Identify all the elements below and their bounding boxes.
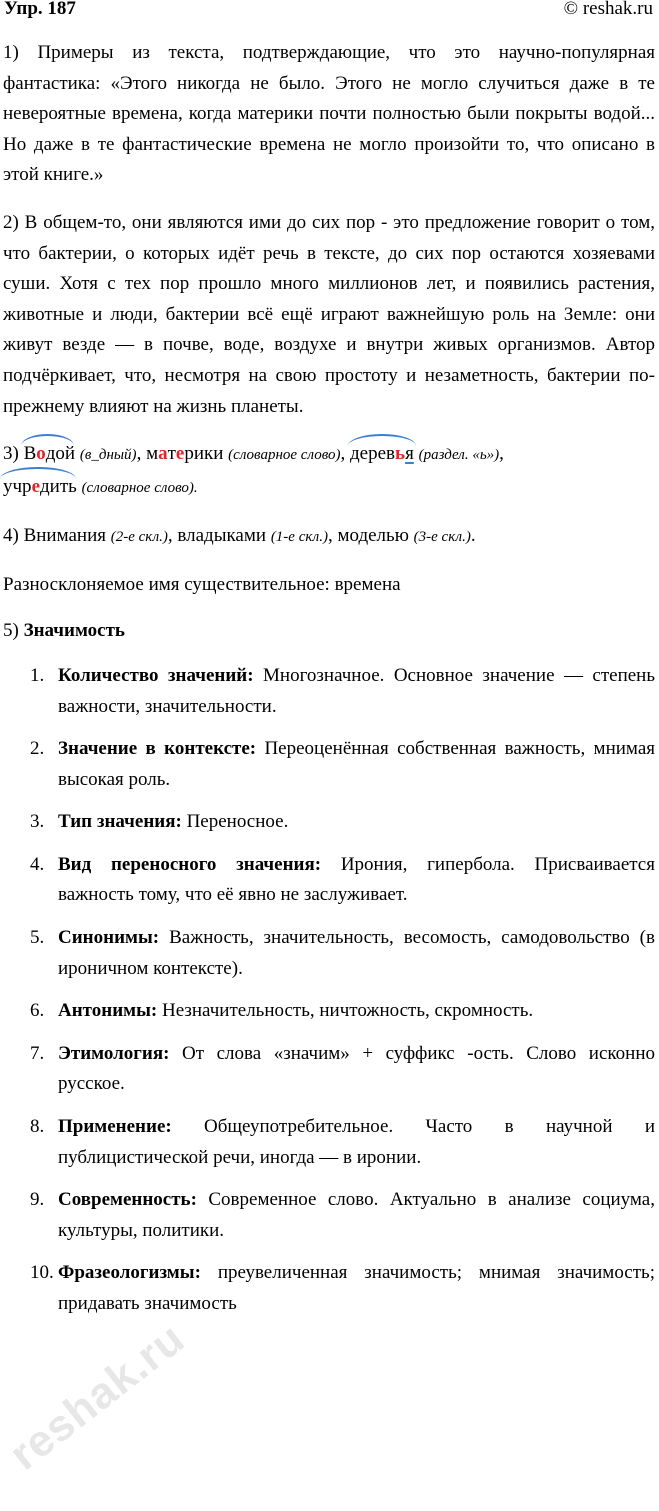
heteroclitic-noun-line: Разносклоняемое имя существительное: времена xyxy=(3,573,401,595)
exercise-number: Упр. 187 xyxy=(4,0,76,19)
list-item-label: Тип значения: xyxy=(58,811,182,833)
answer-4-note-1: (2-е скл.) xyxy=(110,529,168,546)
site-credit: © reshak.ru xyxy=(563,0,653,19)
list-item-text: Важность, значительность, весомость, самодовольство (в ироничном контексте). xyxy=(58,927,655,979)
list-item-text: Переоценённая собственная важность, мнимая высокая роль. xyxy=(58,738,655,790)
word-derevya-part-1: дерев xyxy=(350,443,396,465)
word-vodoy-vowel: о xyxy=(36,443,46,465)
word-vodoy-part-2: дой xyxy=(45,443,76,465)
list-item-label: Вид переносного значения: xyxy=(58,853,322,875)
list-item-text: Переносное. xyxy=(181,811,289,833)
list-item-text: преувеличенная значимость; мнимая значимость; придавать значимость xyxy=(58,1262,655,1314)
page-header xyxy=(3,0,655,28)
answer-2: 2) В общем-то, они являются ими до сих пор - это предложение говорит о том, что бактерии, о которых идёт речь в тексте, до сих пор остаются хозяевами суши. Хотя с тех пор прошло много миллионов лет, и появились растения, животные и люди, бактерии всё ещё играют важнейшую роль на Земле: они живут везде — в почве, воде, воздухе и внутри живых организмов. Автор подчёркивает, что, несмотря на свою простоту и незаметность, бактерии по-прежнему влияют на жизнь планеты. xyxy=(3,211,655,417)
list-item xyxy=(3,1112,655,1173)
list-item-number: 5. xyxy=(30,927,45,949)
list-item xyxy=(3,1039,655,1100)
word-analysis-list xyxy=(3,661,655,1320)
word-materiki-part-1: м xyxy=(146,443,159,465)
list-item xyxy=(3,996,655,1027)
word-materiki-part-2: т xyxy=(167,443,176,465)
list-item-label: Современность: xyxy=(58,1189,197,1211)
answer-4-word-2: , владыками xyxy=(167,525,267,547)
word-uchredit-part-1: учр xyxy=(3,476,32,498)
note-4: (словарное слово). xyxy=(81,480,198,497)
answer-4-note-2: (1-е скл.) xyxy=(270,529,328,546)
list-item-label: Значение в контексте: xyxy=(58,738,257,760)
list-item xyxy=(3,923,655,984)
list-item-label: Фразеологизмы: xyxy=(58,1262,201,1284)
list-item-number: 6. xyxy=(30,1000,45,1022)
list-item-label: Количество значений: xyxy=(58,664,254,686)
word-materiki-vowel-1: а xyxy=(158,443,168,465)
word-derevya-soft-sign: ь xyxy=(395,443,406,465)
answer-4-end: . xyxy=(470,525,476,547)
list-item-number: 10. xyxy=(30,1262,54,1284)
answer-4 xyxy=(3,521,655,553)
word-derevya-ending: я xyxy=(405,443,414,465)
list-item xyxy=(3,734,655,795)
list-item-label: Синонимы: xyxy=(58,927,160,949)
list-item xyxy=(3,661,655,722)
list-item-text: Многозначное. Основное значение — степень важности, значительности. xyxy=(58,664,656,717)
list-item-text: От слова «значим» + суффикс -ость. Слово исконно русское. xyxy=(58,1042,655,1095)
list-item-number: 4. xyxy=(30,853,45,875)
list-item-label: Антонимы: xyxy=(58,1000,158,1022)
watermark: reshak.ru xyxy=(0,1313,194,1480)
answer-5-heading xyxy=(3,616,655,647)
list-item-text: Ирония, гипербола. Присваивается важность тому, что её явно не заслуживает. xyxy=(58,853,655,906)
answer-1: 1) Примеры из текста, подтверждающие, что это научно-популярная фантастика: «Этого никогда не было. Этого не могло случиться даже в те невероятные времена, когда материки почти полностью были покрыты водой... Но даже в те фантастические времена не могло произойти то, что описано в этой книге.» xyxy=(3,42,655,186)
list-item xyxy=(3,850,655,911)
list-item xyxy=(3,807,655,838)
note-2: (словарное слово) xyxy=(228,447,341,464)
word-derevya-root-arc xyxy=(350,438,414,469)
note-1: (в_дный) xyxy=(79,447,137,464)
note-3: (раздел. «ь») xyxy=(418,447,500,464)
word-materiki xyxy=(146,443,223,464)
list-item-number: 1. xyxy=(30,664,45,686)
word-vodoy-root-arc xyxy=(24,438,76,469)
list-item-number: 8. xyxy=(30,1116,45,1138)
list-item-number: 3. xyxy=(30,811,45,833)
list-item-number: 7. xyxy=(30,1042,45,1064)
list-item-number: 2. xyxy=(30,738,45,760)
word-uchredit-part-2: дить xyxy=(40,476,77,498)
list-item-text: Общеупотребительное. Часто в научной и публицистической речи, иногда — в иронии. xyxy=(58,1116,655,1168)
word-vodoy-part-1: В xyxy=(23,443,37,465)
word-materiki-part-3: рики xyxy=(184,443,224,465)
list-item xyxy=(3,1258,655,1319)
answer-4-note-3: (3-е скл.) xyxy=(413,529,471,546)
answer-5-number: 5) xyxy=(3,620,19,642)
answer-4-word-1: 4) Внимания xyxy=(3,525,106,547)
answer-3: 3) Водой (в_дный), материки (словарное слово), деревья (раздел. «ь»), учредить (словарное слово). xyxy=(3,438,655,504)
answer-4-word-3: , моделью xyxy=(327,525,409,547)
list-item-text: Незначительность, ничтожность, скромность. xyxy=(157,1000,534,1022)
word-uchredit-vowel: е xyxy=(31,476,40,498)
answer-3-number: 3) xyxy=(3,443,19,465)
list-item-number: 9. xyxy=(30,1189,45,1211)
list-item-label: Этимология: xyxy=(58,1042,170,1064)
list-item-label: Применение: xyxy=(58,1116,172,1138)
analyzed-word: Значимость xyxy=(23,620,125,642)
word-uchredit-prefix-arc xyxy=(3,471,77,502)
list-item-text: Современное слово. Актуально в анализе социума, культуры, политики. xyxy=(58,1189,655,1241)
list-item xyxy=(3,1185,655,1246)
word-materiki-vowel-2: е xyxy=(175,443,185,465)
